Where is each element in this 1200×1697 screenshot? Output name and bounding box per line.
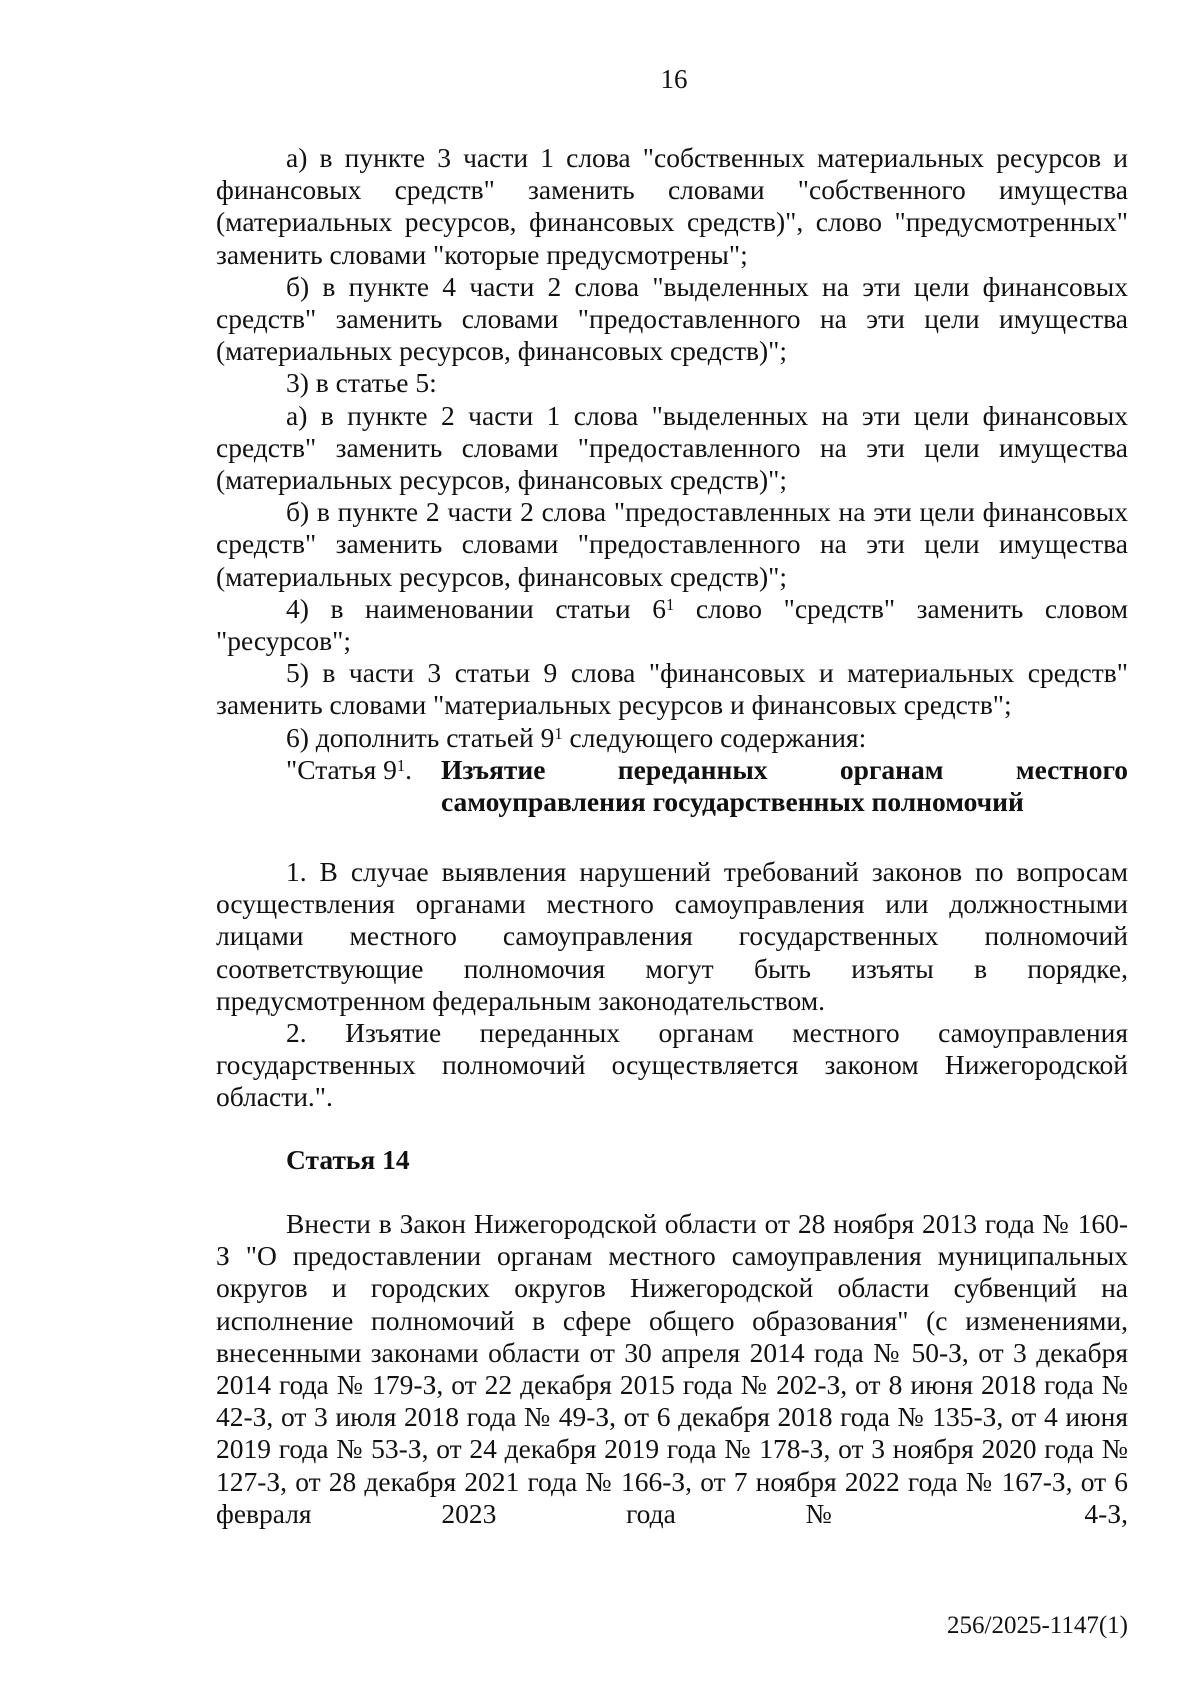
article-14-heading-block (216, 1144, 1128, 1176)
article-14-body (216, 1208, 1128, 1530)
paragraph-item-b-1: б) в пункте 4 части 2 слова "выделенных на эти цели финансовых средств" заменить словами "предоставленного на эти цели имущества (материальных ресурсов, финансовых средств)"; (216, 270, 1128, 367)
article-title-lead: "Статья $9^1$. (286, 753, 413, 785)
article-title-line-2: самоуправления государственных полномочий (441, 786, 1024, 818)
document-code: 256/2025-1147(1) (947, 1612, 1128, 1639)
article-paragraph-1: 1. В случае выявления нарушений требований законов по вопросам осуществления органами местного самоуправления или должностными лицами местного самоуправления государственных полномочий соответствующие полномочия могут быть изъяты в порядке, предусмотренном федеральным законодательством. (216, 856, 1128, 1016)
page-number: 16 (660, 64, 688, 94)
paragraph-item-5: 5) в части 3 статьи 9 слова "финансовых и материальных средств" заменить словами "материальных ресурсов и финансовых средств"; (216, 657, 1128, 721)
article-9-1-title (216, 754, 1128, 818)
article-14-heading: Статья 14 (286, 1144, 410, 1175)
amendments-section (216, 142, 1128, 818)
paragraph-item-3: 3) в статье 5: (286, 367, 437, 399)
paragraph-item-4: 4) в наименовании статьи $6^1$ слово "средств" заменить словом "ресурсов"; (216, 592, 1128, 657)
article-title-line-1: Изъятие переданных органам местного (441, 753, 1128, 785)
article-paragraph-2: 2. Изъятие переданных органам местного самоуправления государственных полномочий осуществляется законом Нижегородской области.". (216, 1017, 1128, 1113)
article-9-1-body (216, 856, 1128, 1114)
paragraph-item-6: 6) дополнить статьей $9^1$ следующего содержания: (286, 721, 867, 753)
paragraph-item-b-2: б) в пункте 2 части 2 слова "предоставленных на эти цели финансовых средств" заменить словами "предоставленного на эти цели имущества (материальных ресурсов, финансовых средств)"; (216, 496, 1128, 592)
article-title-heading (441, 754, 1128, 818)
paragraph-item-a-2: а) в пункте 2 части 1 слова "выделенных на эти цели финансовых средств" заменить словами "предоставленного на эти цели имущества (материальных ресурсов, финансовых средств)"; (216, 399, 1128, 496)
paragraph-item-a-1: а) в пункте 3 части 1 слова "собственных материальных ресурсов и финансовых средств" заменить словами "собственного имущества (материальных ресурсов, финансовых средств)", слово "предусмотренных" заменить словами "которые предусмотрены"; (216, 142, 1128, 270)
article-14-paragraph: Внести в Закон Нижегородской области от 28 ноября 2013 года № 160-З "О предоставлении органам местного самоуправления муниципальных округов и городских округов Нижегородской области субвенций на исполнение полномочий в сфере общего образования" (с изменениями, внесенными законами области от 30 апреля 2014 года № 50-З, от 3 декабря 2014 года № 179-З, от 22 декабря 2015 года № 202-З, от 8 июня 2018 года № 42-З, от 3 июля 2018 года № 49-З, от 6 декабря 2018 года № 135-З, от 4 июня 2019 года № 53-З, от 24 декабря 2019 года № 178-З, от 3 ноября 2020 года № 127-З, от 28 декабря 2021 года № 166-З, от 7 ноября 2022 года № 167-З, от 6 февраля 2023 года № 4-З, (216, 1208, 1128, 1529)
